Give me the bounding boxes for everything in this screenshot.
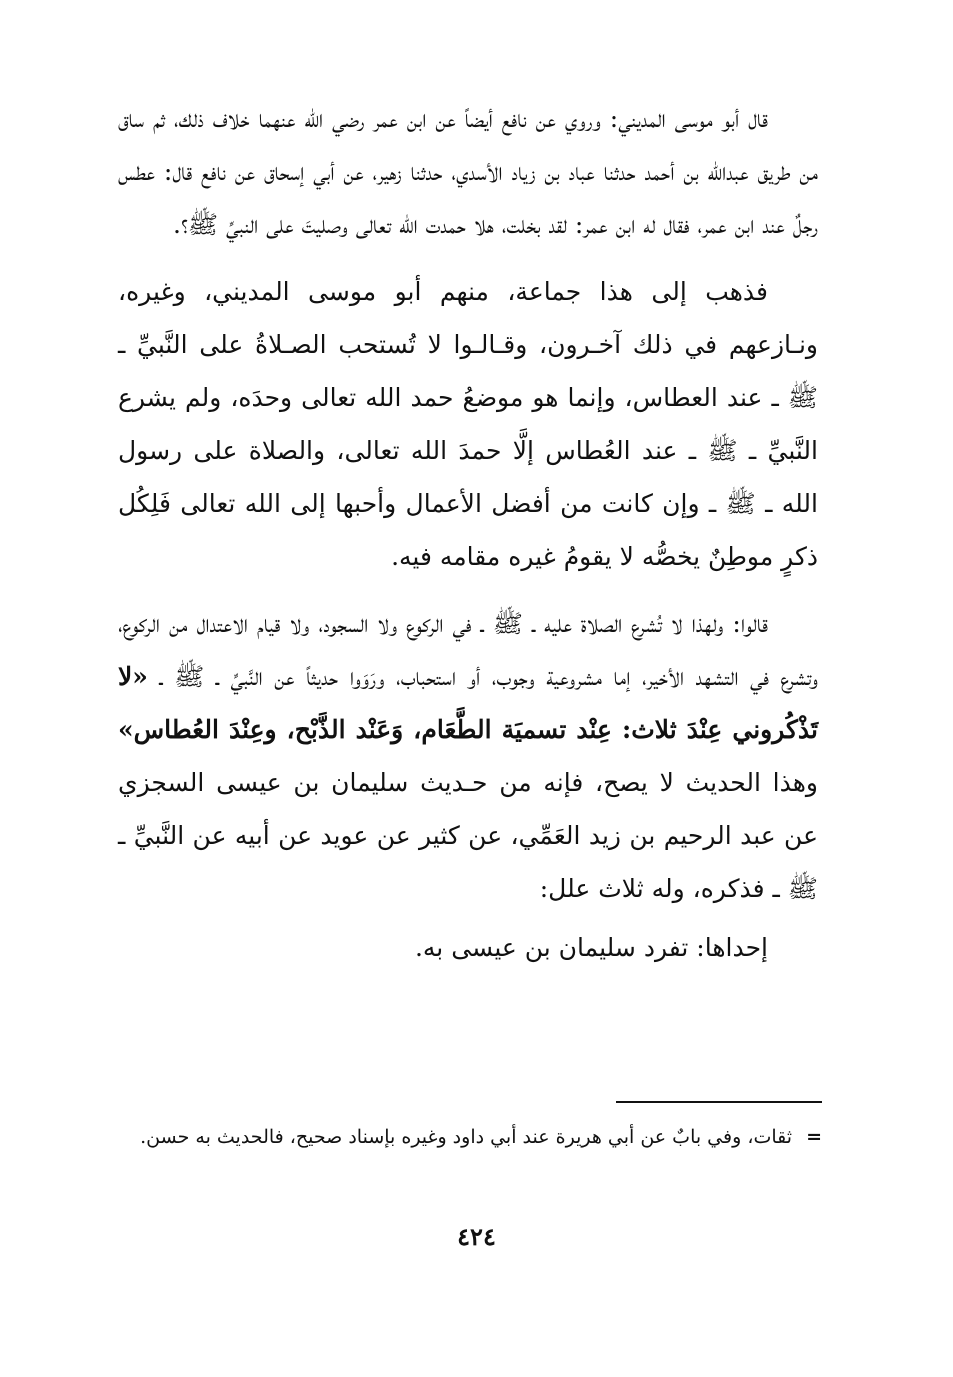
footnote-marker: = [806, 1126, 822, 1148]
paragraph-4: إحداها: تفرد سليمان بن عيسى به. [414, 933, 768, 962]
paragraph-3-outro: وهذا الحديث لا يصح، فإنه من حـديث سليمان بن عيسى السجزي عن عبد الرحيم بن زيد العَمِّي، عن كثير عن عويد عن أبيه عن النَّبيِّ ـ ﷺ ـ فذكره، وله ثلاث علل: [118, 768, 818, 903]
footnote-text: ثقات، وفي بابٌ عن أبي هريرة عند أبي داود وغيره بإسناد صحيح، فالحديث به حسن. [140, 1126, 793, 1148]
paragraph-3 [118, 597, 818, 915]
paragraph-2: فذهب إلى هذا جماعة، منهم أبو موسى المديني، وغيره، ونـازعهم في ذلك آخـرون، وقـالـوا لا تُستحب الصـلاةُ على النَّبيِّ ـ ﷺ ـ عند العطاس، وإنما هو موضعُ حمد الله تعالى وحدَه، ولم يشرع النَّبيِّ ـ ﷺ ـ عند العُطاس إلَّا حمدَ الله تعالى، والصلاة على رسول الله ـ ﷺ ـ وإن كانت من أفضل الأعمال وأحبها إلى الله تعالى فَلِكُل ذكرٍ موطِنٌ يخصُّه لا يقومُ غيره مقامه فيه. [118, 277, 818, 571]
page-number: ٤٢٤ [457, 1222, 496, 1251]
footnote-divider [616, 1101, 822, 1103]
footnote [132, 1120, 822, 1154]
main-text-block [118, 92, 818, 974]
hadith-quote: «لا تَذْكُروني عِنْدَ ثلاث: عِنْد تسميَة الطَّعَام، وَعَنْد الذَّبْح، وعِنْدَ العُطاس» [118, 662, 818, 744]
paragraph-3-intro: قالوا: ولهذا لا تُشرع الصلاة عليه ـ ﷺ ـ في الركوع ولا السجود، ولا قيام الاعتدال من الركوع، وتشرع في التشهد الأخير، إما مشروعية وجوب، أو استحباب، ورَوَوا حديثاً عن النَّبيِّ ـ ﷺ ـ [118, 609, 818, 691]
paragraph-1: قال أبو موسى المديني: وروي عن نافع أيضاً عن ابن عمر رضي الله عنهما خلاف ذلك، ثم ساق من طريق عبدالله بن أحمد حدثنا عباد بن زياد الأسدي، حدثنا زهير، عن أبي إسحاق عن نافع قال: عطس رجلٌ عند ابن عمر، فقال له ابن عمر: لقد بخلت، هلا حمدت الله تعالى وصليتَ على النبيِّ ﷺ؟. [118, 104, 818, 239]
